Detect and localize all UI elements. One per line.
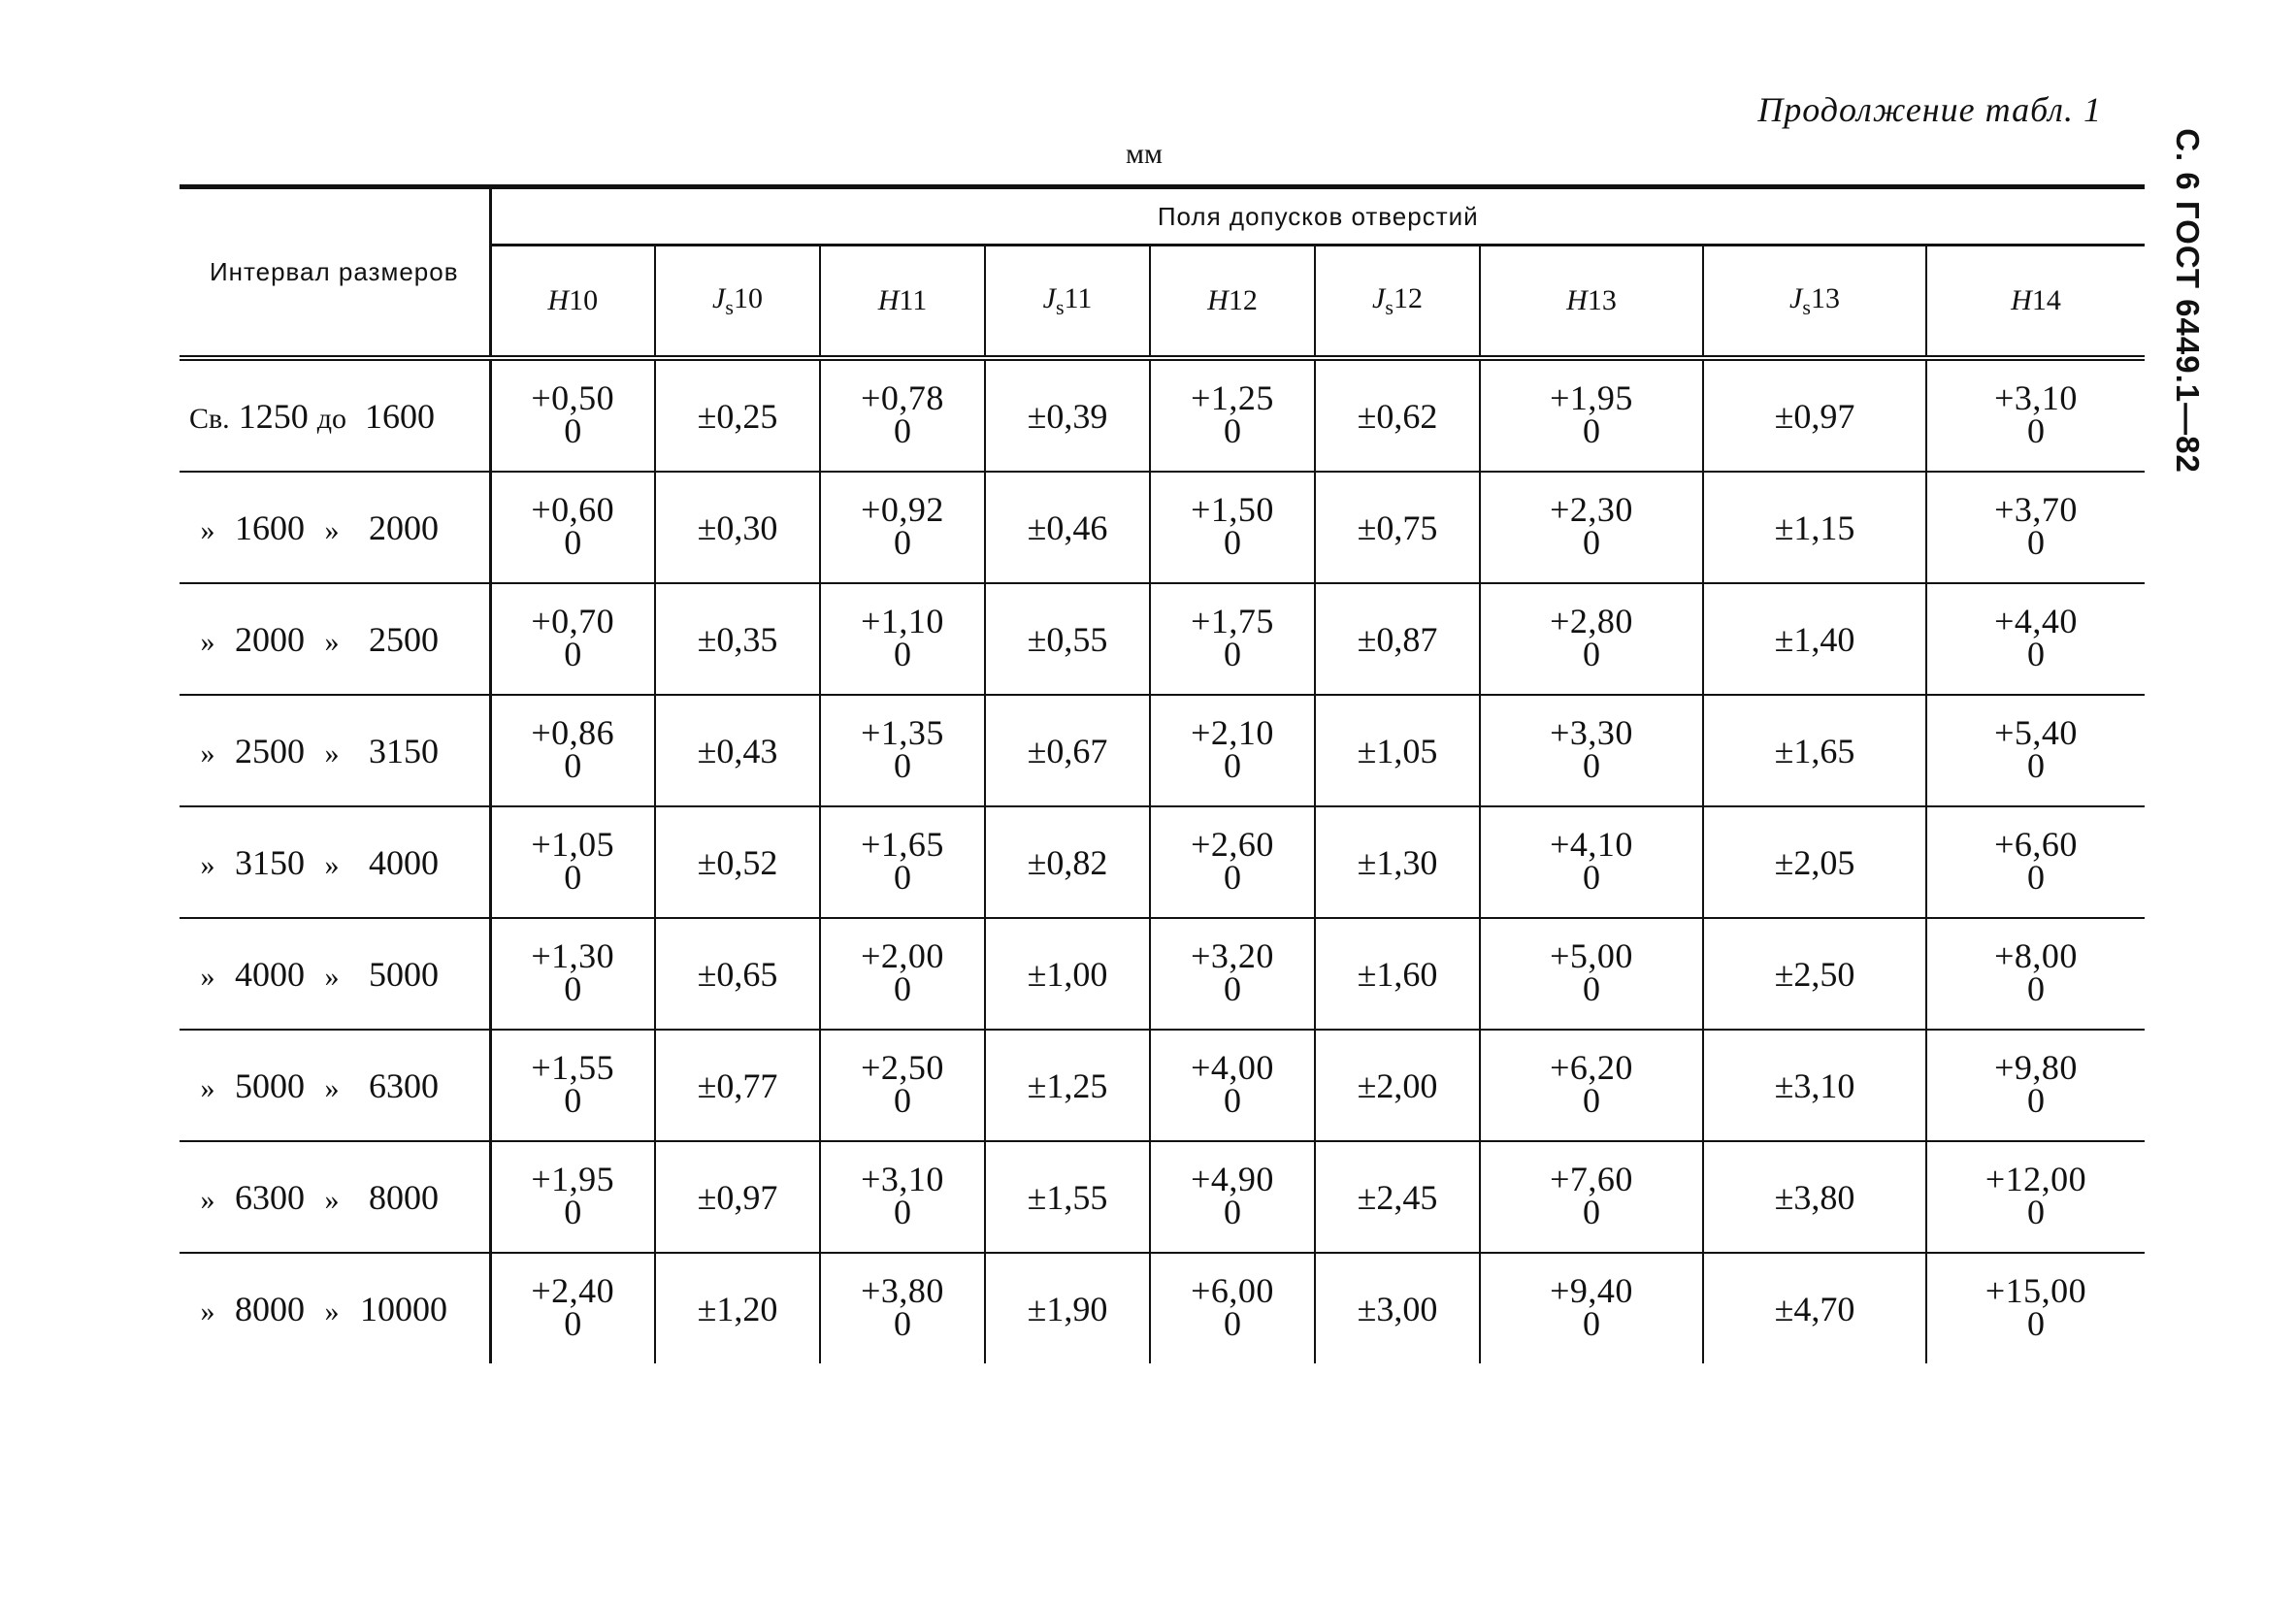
lower-deviation: 0 <box>1583 968 1600 1008</box>
lower-deviation: 0 <box>1224 1303 1241 1343</box>
tolerance-cell <box>1150 1141 1315 1253</box>
lower-deviation: 0 <box>1583 857 1600 897</box>
lower-deviation: 0 <box>894 745 911 785</box>
table-row <box>180 583 2145 695</box>
lower-deviation: 0 <box>1224 1192 1241 1231</box>
symmetric-deviation: ±1,15 <box>1774 508 1855 547</box>
upper-deviation: +12,00 <box>1984 1159 2087 1198</box>
tolerance-cell <box>490 1253 655 1363</box>
tolerance-cell <box>820 1253 985 1363</box>
interval-to-prefix: » <box>324 737 340 770</box>
symmetric-deviation: ±0,75 <box>1357 508 1438 547</box>
lower-deviation: 0 <box>1224 1080 1241 1120</box>
tolerance-cell <box>1926 1141 2145 1253</box>
upper-deviation: +1,35 <box>861 712 944 752</box>
lower-deviation: 0 <box>564 522 582 562</box>
interval-from-value: 1250 <box>238 396 309 436</box>
interval-from-value: 8000 <box>235 1289 305 1328</box>
size-interval-cell <box>180 695 490 806</box>
lower-deviation: 0 <box>2027 410 2046 450</box>
upper-deviation: +1,50 <box>1191 489 1274 529</box>
tolerance-cell <box>1926 918 2145 1030</box>
symmetric-deviation: ±4,70 <box>1774 1289 1855 1328</box>
tolerance-cell <box>985 1253 1150 1363</box>
upper-deviation: +2,00 <box>861 935 944 975</box>
upper-deviation: +1,95 <box>531 1159 615 1198</box>
lower-deviation: 0 <box>1224 857 1241 897</box>
upper-deviation: +1,65 <box>861 824 944 864</box>
tolerance-cell <box>985 1141 1150 1253</box>
symmetric-deviation: ±1,20 <box>697 1289 778 1328</box>
size-interval-cell <box>180 918 490 1030</box>
lower-deviation: 0 <box>2027 968 2046 1008</box>
upper-deviation: +8,00 <box>1994 935 2078 975</box>
symmetric-deviation: ±0,77 <box>697 1065 778 1105</box>
interval-from-value: 5000 <box>235 1065 305 1105</box>
tolerance-cell <box>820 1030 985 1141</box>
size-interval-cell <box>180 1030 490 1141</box>
size-interval-cell <box>180 358 490 472</box>
upper-deviation: +4,00 <box>1191 1047 1274 1087</box>
tolerance-cell <box>820 918 985 1030</box>
upper-deviation: +2,10 <box>1191 712 1274 752</box>
tolerance-cell <box>1703 695 1926 806</box>
tolerance-cell <box>1150 918 1315 1030</box>
symmetric-deviation: ±0,39 <box>1027 396 1108 436</box>
upper-deviation: +2,30 <box>1550 489 1633 529</box>
interval-from-prefix: » <box>200 848 215 881</box>
tolerance-cell <box>820 358 985 472</box>
upper-deviation: +15,00 <box>1984 1270 2087 1310</box>
tolerance-cell <box>1926 1030 2145 1141</box>
upper-deviation: +1,75 <box>1191 601 1274 640</box>
tolerance-cell <box>1926 806 2145 918</box>
tolerance-cell <box>1703 472 1926 583</box>
tolerance-cell <box>1150 1253 1315 1363</box>
tolerance-cell <box>1926 358 2145 472</box>
symmetric-deviation: ±2,45 <box>1357 1177 1438 1217</box>
tolerance-cell <box>1315 1030 1480 1141</box>
table-row <box>180 806 2145 918</box>
tolerance-cell <box>490 1141 655 1253</box>
interval-to-prefix: » <box>324 1183 340 1216</box>
upper-deviation: +3,20 <box>1191 935 1274 975</box>
interval-to-value: 8000 <box>369 1177 439 1217</box>
size-interval-cell <box>180 583 490 695</box>
size-interval-cell <box>180 806 490 918</box>
size-interval-cell <box>180 1141 490 1253</box>
tolerance-cell <box>985 583 1150 695</box>
size-interval-cell <box>180 472 490 583</box>
upper-deviation: +3,30 <box>1550 712 1633 752</box>
symmetric-deviation: ±0,46 <box>1027 508 1108 547</box>
tolerance-cell <box>1315 583 1480 695</box>
interval-to-prefix: до <box>316 402 346 435</box>
field-header-js11: $J_s11$ <box>985 246 1150 359</box>
interval-to-prefix: » <box>324 1295 340 1327</box>
tolerance-cell <box>1926 583 2145 695</box>
lower-deviation: 0 <box>1224 410 1241 450</box>
lower-deviation: 0 <box>894 634 911 673</box>
symmetric-deviation: ±1,65 <box>1774 731 1855 770</box>
upper-deviation: +5,00 <box>1550 935 1633 975</box>
standard-reference: С. 6 ГОСТ 6449.1—82 <box>2170 128 2206 474</box>
tolerance-cell <box>985 358 1150 472</box>
upper-deviation: +0,86 <box>531 712 615 752</box>
lower-deviation: 0 <box>2027 745 2046 785</box>
upper-deviation: +3,10 <box>861 1159 944 1198</box>
tolerance-cell <box>655 1030 820 1141</box>
interval-from-value: 2000 <box>235 619 305 659</box>
lower-deviation: 0 <box>564 1080 582 1120</box>
lower-deviation: 0 <box>1583 1192 1600 1231</box>
table-row <box>180 1253 2145 1363</box>
upper-deviation: +6,60 <box>1994 824 2078 864</box>
field-header-js13: $J_s13$ <box>1703 246 1926 359</box>
symmetric-deviation: ±0,30 <box>697 508 778 547</box>
tolerance-cell <box>1926 695 2145 806</box>
page-side-header <box>2158 97 2216 505</box>
interval-from-value: 1600 <box>235 508 305 547</box>
interval-to-prefix: » <box>324 625 340 658</box>
tolerance-cell <box>1315 1253 1480 1363</box>
lower-deviation: 0 <box>894 968 911 1008</box>
tolerance-cell <box>655 695 820 806</box>
upper-deviation: +4,90 <box>1191 1159 1274 1198</box>
upper-deviation: +2,50 <box>861 1047 944 1087</box>
upper-deviation: +0,78 <box>861 377 944 417</box>
symmetric-deviation: ±2,05 <box>1774 842 1855 882</box>
symmetric-deviation: ±1,25 <box>1027 1065 1108 1105</box>
field-header-h13: H13 <box>1480 246 1703 359</box>
symmetric-deviation: ±1,40 <box>1774 619 1855 659</box>
table-continuation-label: Продолжение табл. 1 <box>1757 90 2102 129</box>
symmetric-deviation: ±0,62 <box>1357 396 1438 436</box>
tolerance-table <box>180 184 2145 1363</box>
tolerance-cell <box>1480 1141 1703 1253</box>
tolerance-cell <box>1150 583 1315 695</box>
table-row <box>180 695 2145 806</box>
symmetric-deviation: ±0,97 <box>1774 396 1855 436</box>
lower-deviation: 0 <box>1583 745 1600 785</box>
lower-deviation: 0 <box>564 410 582 450</box>
upper-deviation: +1,10 <box>861 601 944 640</box>
tolerance-cell <box>490 358 655 472</box>
tolerance-cell <box>655 358 820 472</box>
interval-from-prefix: » <box>200 513 215 546</box>
interval-to-value: 5000 <box>369 954 439 994</box>
interval-from-prefix: Св. <box>189 402 230 435</box>
tolerance-cell <box>490 695 655 806</box>
upper-deviation: +7,60 <box>1550 1159 1633 1198</box>
tolerance-cell <box>1703 358 1926 472</box>
upper-deviation: +6,00 <box>1191 1270 1274 1310</box>
lower-deviation: 0 <box>564 968 582 1008</box>
lower-deviation: 0 <box>894 857 911 897</box>
upper-deviation: +1,55 <box>531 1047 615 1087</box>
symmetric-deviation: ±0,97 <box>697 1177 778 1217</box>
interval-to-value: 2000 <box>369 508 439 547</box>
upper-deviation: +5,40 <box>1994 712 2078 752</box>
field-header-h12: H12 <box>1150 246 1315 359</box>
interval-to-value: 10000 <box>360 1289 447 1328</box>
tolerance-cell <box>1315 1141 1480 1253</box>
lower-deviation: 0 <box>564 1303 582 1343</box>
tolerance-cell <box>655 806 820 918</box>
lower-deviation: 0 <box>2027 1192 2046 1231</box>
tolerance-cell <box>985 806 1150 918</box>
tolerance-cell <box>1480 472 1703 583</box>
symmetric-deviation: ±0,65 <box>697 954 778 994</box>
lower-deviation: 0 <box>1583 1080 1600 1120</box>
interval-to-value: 4000 <box>369 842 439 882</box>
lower-deviation: 0 <box>1583 522 1600 562</box>
table-row <box>180 918 2145 1030</box>
interval-from-value: 4000 <box>235 954 305 994</box>
tolerance-cell <box>820 806 985 918</box>
tolerance-cell <box>1703 1030 1926 1141</box>
interval-to-value: 1600 <box>364 396 435 436</box>
upper-deviation: +2,40 <box>531 1270 615 1310</box>
interval-to-value: 2500 <box>369 619 439 659</box>
upper-deviation: +1,05 <box>531 824 615 864</box>
lower-deviation: 0 <box>894 410 911 450</box>
tolerance-cell <box>820 1141 985 1253</box>
lower-deviation: 0 <box>1583 1303 1600 1343</box>
symmetric-deviation: ±0,52 <box>697 842 778 882</box>
upper-deviation: +4,40 <box>1994 601 2078 640</box>
table-row <box>180 358 2145 472</box>
tolerance-cell <box>490 806 655 918</box>
lower-deviation: 0 <box>894 1303 911 1343</box>
hole-tolerance-fields-header: Поля допусков отверстий <box>490 187 2145 246</box>
interval-to-prefix: » <box>324 513 340 546</box>
field-header-h10: H10 <box>490 246 655 359</box>
upper-deviation: +4,10 <box>1550 824 1633 864</box>
interval-from-value: 6300 <box>235 1177 305 1217</box>
upper-deviation: +0,92 <box>861 489 944 529</box>
upper-deviation: +2,60 <box>1191 824 1274 864</box>
tolerance-cell <box>1703 918 1926 1030</box>
interval-from-value: 3150 <box>235 842 305 882</box>
symmetric-deviation: ±0,67 <box>1027 731 1108 770</box>
lower-deviation: 0 <box>894 1080 911 1120</box>
interval-to-prefix: » <box>324 960 340 993</box>
lower-deviation: 0 <box>2027 634 2046 673</box>
tolerance-cell <box>985 695 1150 806</box>
tolerance-cell <box>820 695 985 806</box>
upper-deviation: +3,70 <box>1994 489 2078 529</box>
tolerance-cell <box>655 1253 820 1363</box>
tolerance-cell <box>490 1030 655 1141</box>
upper-deviation: +1,95 <box>1550 377 1633 417</box>
tolerance-cell <box>1480 1253 1703 1363</box>
field-header-h14: H14 <box>1926 246 2145 359</box>
lower-deviation: 0 <box>1583 634 1600 673</box>
interval-from-prefix: » <box>200 960 215 993</box>
upper-deviation: +9,40 <box>1550 1270 1633 1310</box>
lower-deviation: 0 <box>1224 634 1241 673</box>
interval-from-prefix: » <box>200 625 215 658</box>
tolerance-cell <box>1315 918 1480 1030</box>
symmetric-deviation: ±3,10 <box>1774 1065 1855 1105</box>
interval-from-value: 2500 <box>235 731 305 770</box>
symmetric-deviation: ±1,30 <box>1357 842 1438 882</box>
field-header-js10: $J_s10$ <box>655 246 820 359</box>
table-row <box>180 1141 2145 1253</box>
symmetric-deviation: ±0,43 <box>697 731 778 770</box>
tolerance-cell <box>1315 472 1480 583</box>
upper-deviation: +1,30 <box>531 935 615 975</box>
unit-label: мм <box>1126 138 1163 170</box>
upper-deviation: +3,80 <box>861 1270 944 1310</box>
tolerance-cell <box>490 918 655 1030</box>
interval-to-prefix: » <box>324 848 340 881</box>
tolerance-cell <box>1315 695 1480 806</box>
symmetric-deviation: ±0,82 <box>1027 842 1108 882</box>
tolerance-cell <box>1480 695 1703 806</box>
interval-from-prefix: » <box>200 737 215 770</box>
tolerance-cell <box>655 918 820 1030</box>
upper-deviation: +0,60 <box>531 489 615 529</box>
field-header-h11: H11 <box>820 246 985 359</box>
tolerance-cell <box>1703 806 1926 918</box>
tolerance-cell <box>1926 1253 2145 1363</box>
lower-deviation: 0 <box>894 522 911 562</box>
tolerance-cell <box>1150 472 1315 583</box>
lower-deviation: 0 <box>2027 857 2046 897</box>
symmetric-deviation: ±1,60 <box>1357 954 1438 994</box>
lower-deviation: 0 <box>564 857 582 897</box>
tolerance-cell <box>1703 1253 1926 1363</box>
lower-deviation: 0 <box>894 1192 911 1231</box>
size-interval-cell <box>180 1253 490 1363</box>
symmetric-deviation: ±1,90 <box>1027 1289 1108 1328</box>
symmetric-deviation: ±1,55 <box>1027 1177 1108 1217</box>
tolerance-cell <box>1150 1030 1315 1141</box>
interval-to-prefix: » <box>324 1071 340 1104</box>
symmetric-deviation: ±2,50 <box>1774 954 1855 994</box>
lower-deviation: 0 <box>2027 1080 2046 1120</box>
symmetric-deviation: ±0,87 <box>1357 619 1438 659</box>
tolerance-cell <box>1150 806 1315 918</box>
tolerance-cell <box>1480 806 1703 918</box>
upper-deviation: +6,20 <box>1550 1047 1633 1087</box>
tolerance-cell <box>985 1030 1150 1141</box>
interval-from-prefix: » <box>200 1295 215 1327</box>
lower-deviation: 0 <box>2027 1303 2046 1343</box>
tolerance-cell <box>655 583 820 695</box>
tolerance-cell <box>1480 918 1703 1030</box>
lower-deviation: 0 <box>1224 745 1241 785</box>
upper-deviation: +9,80 <box>1994 1047 2078 1087</box>
lower-deviation: 0 <box>564 745 582 785</box>
symmetric-deviation: ±3,80 <box>1774 1177 1855 1217</box>
tolerance-cell <box>490 472 655 583</box>
lower-deviation: 0 <box>1583 410 1600 450</box>
tolerance-cell <box>655 1141 820 1253</box>
symmetric-deviation: ±2,00 <box>1357 1065 1438 1105</box>
upper-deviation: +0,70 <box>531 601 615 640</box>
tolerance-cell <box>1480 583 1703 695</box>
tolerance-cell <box>820 472 985 583</box>
lower-deviation: 0 <box>564 634 582 673</box>
upper-deviation: +0,50 <box>531 377 615 417</box>
symmetric-deviation: ±0,55 <box>1027 619 1108 659</box>
upper-deviation: +2,80 <box>1550 601 1633 640</box>
tolerance-cell <box>1150 695 1315 806</box>
tolerance-cell <box>490 583 655 695</box>
tolerance-cell <box>655 472 820 583</box>
interval-to-value: 6300 <box>369 1065 439 1105</box>
lower-deviation: 0 <box>564 1192 582 1231</box>
tolerance-cell <box>1926 472 2145 583</box>
tolerance-cell <box>1480 1030 1703 1141</box>
symmetric-deviation: ±1,00 <box>1027 954 1108 994</box>
tolerance-cell <box>1315 358 1480 472</box>
symmetric-deviation: ±0,35 <box>697 619 778 659</box>
tolerance-cell <box>985 918 1150 1030</box>
symmetric-deviation: ±1,05 <box>1357 731 1438 770</box>
symmetric-deviation: ±3,00 <box>1357 1289 1438 1328</box>
lower-deviation: 0 <box>1224 968 1241 1008</box>
interval-to-value: 3150 <box>369 731 439 770</box>
symmetric-deviation: ±0,25 <box>697 396 778 436</box>
table-row <box>180 472 2145 583</box>
tolerance-cell <box>1480 358 1703 472</box>
tolerance-cell <box>985 472 1150 583</box>
interval-from-prefix: » <box>200 1071 215 1104</box>
lower-deviation: 0 <box>2027 522 2046 562</box>
tolerance-cell <box>820 583 985 695</box>
field-header-js12: $J_s12$ <box>1315 246 1480 359</box>
tolerance-cell <box>1703 583 1926 695</box>
interval-from-prefix: » <box>200 1183 215 1216</box>
tolerance-cell <box>1315 806 1480 918</box>
tolerance-cell <box>1150 358 1315 472</box>
upper-deviation: +3,10 <box>1994 377 2078 417</box>
table-row <box>180 1030 2145 1141</box>
lower-deviation: 0 <box>1224 522 1241 562</box>
interval-header: Интервал размеров <box>180 187 490 359</box>
upper-deviation: +1,25 <box>1191 377 1274 417</box>
tolerance-cell <box>1703 1141 1926 1253</box>
